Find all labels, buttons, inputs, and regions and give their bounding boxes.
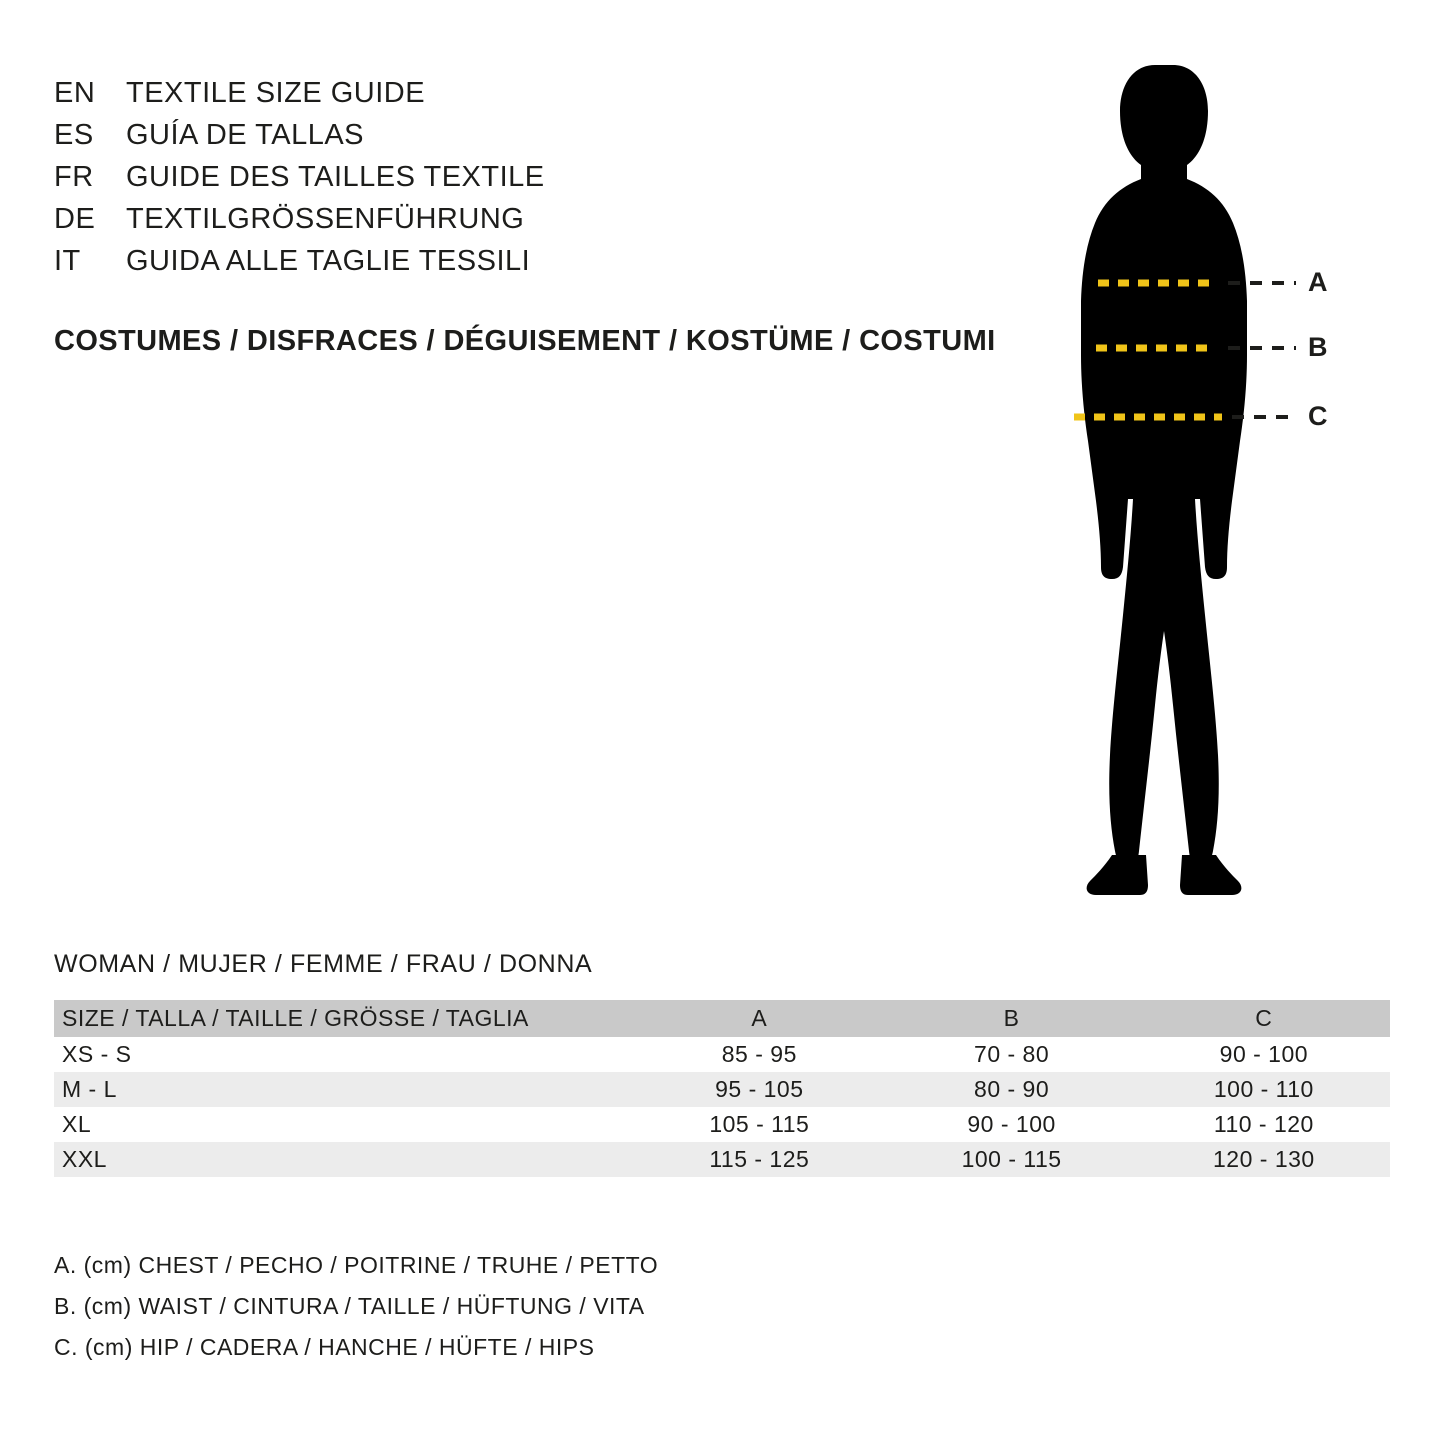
- cell-hip: 120 - 130: [1213, 1146, 1315, 1172]
- cell-chest: 105 - 115: [709, 1111, 810, 1137]
- table-header: [54, 1000, 1390, 1037]
- marker-label-b: B: [1308, 332, 1328, 362]
- cell-waist: 90 - 100: [967, 1111, 1056, 1137]
- table-header-a: A: [751, 1005, 768, 1031]
- cell-size: XL: [62, 1111, 92, 1137]
- language-code: FR: [54, 161, 94, 193]
- cell-size: XXL: [62, 1146, 107, 1172]
- woman-silhouette-icon: [1000, 55, 1400, 895]
- cell-chest: 115 - 125: [709, 1146, 810, 1172]
- table-body: [54, 1037, 1390, 1177]
- language-title: TEXTILGRÖSSENFÜHRUNG: [126, 203, 525, 235]
- cell-waist: 100 - 115: [961, 1146, 1062, 1172]
- language-code: IT: [54, 245, 81, 277]
- language-title: GUIDE DES TAILLES TEXTILE: [126, 161, 545, 193]
- table-header-c: C: [1255, 1005, 1273, 1031]
- legend-item-hip: C. (cm) HIP / CADERA / HANCHE / HÜFTE / HIPS: [54, 1334, 595, 1360]
- language-code: ES: [54, 119, 94, 151]
- cell-waist: 70 - 80: [974, 1041, 1050, 1067]
- cell-hip: 110 - 120: [1213, 1111, 1314, 1137]
- size-diagram: [1000, 55, 1400, 895]
- table-row: [54, 1142, 1390, 1177]
- table-row: [54, 1037, 1390, 1072]
- table-header-row: [54, 1000, 1390, 1037]
- table-header-b: B: [1003, 1005, 1020, 1031]
- cell-size: XS - S: [62, 1041, 132, 1067]
- size-table: [54, 1000, 1390, 1177]
- table-section-title: WOMAN / MUJER / FEMME / FRAU / DONNA: [54, 950, 593, 978]
- language-title: GUÍA DE TALLAS: [126, 119, 365, 151]
- cell-size: M - L: [62, 1076, 117, 1102]
- language-code: DE: [54, 203, 96, 235]
- language-title-block: [54, 72, 1034, 282]
- language-code: EN: [54, 77, 96, 109]
- language-row: [54, 198, 1034, 240]
- table-row: [54, 1107, 1390, 1142]
- marker-label-a: A: [1308, 267, 1328, 297]
- table-header-size: SIZE / TALLA / TAILLE / GRÖSSE / TAGLIA: [62, 1005, 529, 1031]
- cell-chest: 85 - 95: [721, 1041, 797, 1067]
- cell-hip: 90 - 100: [1219, 1041, 1309, 1067]
- marker-label-c: C: [1308, 401, 1328, 431]
- language-row: [54, 114, 1034, 156]
- measurement-legend: [54, 1245, 658, 1368]
- language-title: TEXTILE SIZE GUIDE: [126, 77, 426, 109]
- language-row: [54, 156, 1034, 198]
- language-row: [54, 240, 1034, 282]
- legend-item-chest: A. (cm) CHEST / PECHO / POITRINE / TRUHE / PETTO: [54, 1252, 659, 1278]
- table-row: [54, 1072, 1390, 1107]
- cell-waist: 80 - 90: [974, 1076, 1050, 1102]
- language-row: [54, 72, 1034, 114]
- cell-chest: 95 - 105: [715, 1076, 804, 1102]
- legend-item-waist: B. (cm) WAIST / CINTURA / TAILLE / HÜFTUNG / VITA: [54, 1293, 645, 1319]
- language-title: GUIDA ALLE TAGLIE TESSILI: [126, 245, 531, 277]
- cell-hip: 100 - 110: [1213, 1076, 1314, 1102]
- category-heading: COSTUMES / DISFRACES / DÉGUISEMENT / KOSTÜME / COSTUMI: [54, 325, 996, 357]
